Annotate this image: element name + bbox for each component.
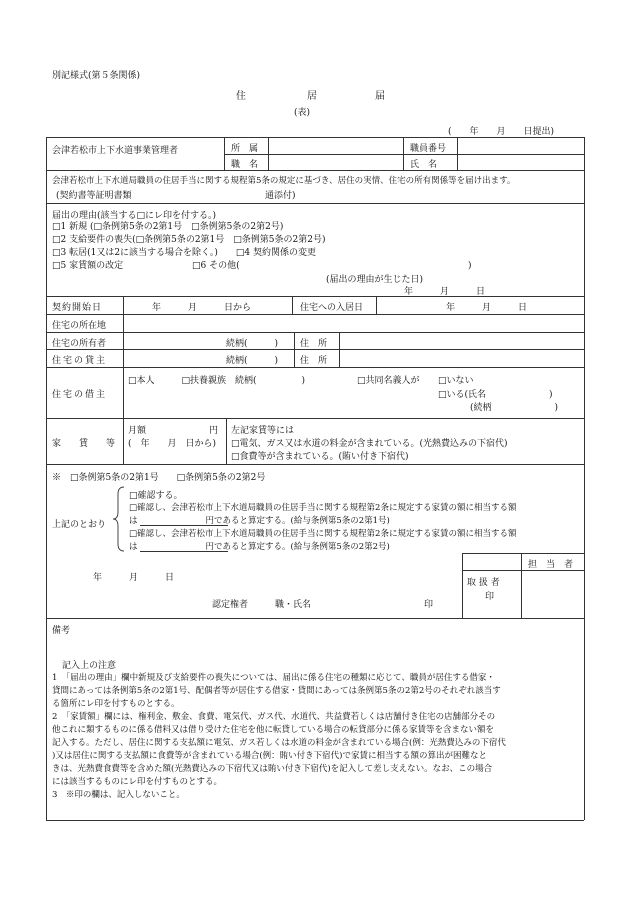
submit-date: ( 年 月 日提出) bbox=[448, 127, 555, 137]
co-named-relation: (続柄 ) bbox=[470, 403, 559, 413]
note-line: 貸間にあっては条例第5条の2第1号、配偶者等が居住する借家・貸間にあっては条例第5条の2第2号のそれぞれ該当す bbox=[52, 686, 501, 696]
lessor-label: 住宅の貸主 bbox=[52, 356, 108, 366]
rule bbox=[46, 464, 584, 465]
rule bbox=[46, 332, 584, 333]
rule bbox=[46, 137, 584, 138]
rent-note-meals[interactable]: □食費等が含まれている。(賄い付き下宿代) bbox=[231, 452, 409, 462]
rent-monthly[interactable]: 月額 円 bbox=[128, 426, 219, 436]
confirm-option-3-amount: は 円であると算定する。(給与条例第5条の2第2号) bbox=[129, 542, 390, 552]
rule bbox=[46, 618, 584, 619]
amount-underline bbox=[140, 525, 228, 526]
rule bbox=[46, 367, 584, 368]
notes-title: 記入上の注意 bbox=[62, 661, 117, 671]
note-line: 他これに類するものに係る借料又は借り受けた住宅を他に転貸している場合の転貸部分に係る家賃等を含まない額を bbox=[52, 725, 495, 735]
rent-note-title: 左記家賃等には bbox=[231, 426, 295, 436]
owner-relation[interactable]: 続柄( ) bbox=[226, 339, 279, 349]
rule bbox=[339, 332, 340, 367]
rule bbox=[46, 349, 584, 350]
move-in-value[interactable]: 年 月 日 bbox=[446, 303, 528, 313]
note-line: 記入する。ただし、居住に関する支払額に電気、ガス若しくは水道の料金が含まれている場合(例：光熱費込みの下宿代 bbox=[52, 738, 506, 748]
handler-label: 取 扱 者 bbox=[467, 578, 500, 588]
confirm-label: 上記のとおり bbox=[52, 520, 107, 530]
rule bbox=[457, 137, 458, 170]
rule bbox=[584, 137, 585, 820]
rule bbox=[46, 137, 47, 820]
rule bbox=[376, 296, 377, 314]
reason-option[interactable]: □1 新規 (□条例第5条の2第1号 □条例第5条の2第2号) bbox=[52, 222, 284, 232]
rule bbox=[123, 296, 124, 464]
rule bbox=[292, 296, 293, 314]
occurred-label: (届出の理由が生じた日) bbox=[326, 275, 424, 285]
location-label: 住宅の所在地 bbox=[52, 321, 107, 331]
form-reference: 別記様式(第５条関係) bbox=[52, 71, 141, 81]
name-label: 氏 名 bbox=[410, 160, 438, 170]
rule bbox=[521, 553, 522, 618]
staff-number-label: 職員番号 bbox=[410, 144, 447, 154]
rule bbox=[224, 137, 225, 170]
note-line: る箇所にレ印を付すものとする。 bbox=[52, 699, 180, 709]
title-char-2: 居 bbox=[307, 91, 317, 102]
certifier-seal: 印 bbox=[424, 600, 434, 610]
side-label: (表) bbox=[294, 108, 311, 118]
remarks-label: 備考 bbox=[52, 626, 71, 636]
contract-start-label: 契約開始日 bbox=[52, 303, 103, 313]
rule bbox=[224, 154, 584, 155]
rent-period[interactable]: ( 年 月 日から) bbox=[128, 439, 217, 449]
reason-option[interactable]: □2 支給要件の喪失(□条例第5条の2第1号 □条例第5条の2第2号) bbox=[52, 235, 326, 245]
title-char-1: 住 bbox=[236, 91, 246, 102]
owner-address-label: 住 所 bbox=[300, 339, 328, 349]
note-line: には該当するものにレ印を付すものとする。 bbox=[52, 777, 223, 787]
recipient: 会津若松市上下水道事業管理者 bbox=[52, 146, 179, 156]
borrower-options[interactable]: □本人 □扶養親族 続柄( ) bbox=[128, 376, 306, 386]
borrower-label: 住宅の借主 bbox=[52, 390, 108, 400]
note-line: 2 「家賃額」欄には、権利金、敷金、食費、電気代、ガス代、水道代、共益費若しくは店舗付き住宅の店舗部分その bbox=[52, 712, 496, 722]
certify-date: 年 月 日 bbox=[93, 573, 175, 583]
brace-icon bbox=[112, 486, 126, 552]
attachment-label: (契約書等証明書類 bbox=[56, 191, 132, 201]
reason-option[interactable]: □3 転居(1又は2に該当する場合を除く。) □4 契約関係の変更 bbox=[52, 248, 316, 258]
note-line: )又は居住に関する支払額に食費等が含まれている場合(例：賄い付き下宿代)で家賃に相当する額の算出が困難なと bbox=[52, 751, 487, 761]
co-named-none[interactable]: □いない bbox=[438, 376, 474, 386]
dept-label: 所 属 bbox=[231, 144, 259, 154]
reason-option[interactable]: □5 家賃額の改定 bbox=[52, 261, 124, 271]
rule bbox=[46, 314, 584, 315]
confirm-option-2[interactable]: □確認し、会津若松市上下水道局職員の住居手当に関する規程第2条に規定する家賃の額に相当する額 bbox=[129, 503, 517, 513]
note-line: きは、光熱費食費等を含めた額(光熱費込みの下宿代又は賄い付き下宿代)を記入して差し支えない。なお、この場合 bbox=[52, 764, 493, 774]
rule bbox=[403, 137, 404, 170]
note-line: 3 ※印の欄は、記入しないこと。 bbox=[52, 790, 185, 800]
lessor-relation[interactable]: 続柄( ) bbox=[226, 356, 279, 366]
title-char-3: 届 bbox=[375, 91, 385, 102]
rule bbox=[46, 296, 584, 297]
confirm-option-1[interactable]: □確認する。 bbox=[129, 491, 183, 501]
co-named-label[interactable]: □共同名義人が bbox=[357, 376, 420, 386]
person-in-charge-label: 担 当 者 bbox=[528, 560, 574, 570]
declaration-text: 会津若松市上下水道局職員の住居手当に関する規程第5条の規定に基づき、居住の実情、住宅の所有関係等を届け出ます。 bbox=[52, 176, 516, 186]
rule bbox=[226, 418, 227, 464]
amount-underline bbox=[140, 551, 228, 552]
rule bbox=[268, 137, 269, 170]
rule bbox=[462, 553, 584, 554]
reason-other-close: ) bbox=[468, 261, 472, 271]
rule bbox=[46, 418, 584, 419]
move-in-label: 住宅への入居日 bbox=[300, 303, 364, 313]
reason-other[interactable]: □6 その他( bbox=[192, 261, 240, 271]
office-heading: ※ □条例第5条の2第1号 □条例第5条の2第2号 bbox=[52, 473, 266, 483]
note-line: 1 「届出の理由」欄中新規及び支給要件の喪失については、届出に係る住宅の種類に応じて、職員が居住する借家・ bbox=[52, 673, 495, 683]
rent-label: 家 賃 等 bbox=[52, 439, 116, 449]
rule bbox=[462, 553, 463, 618]
confirm-option-3[interactable]: □確認し、会津若松市上下水道局職員の住居手当に関する規程第2条に規定する家賃の額に相当する額 bbox=[129, 529, 517, 539]
rule bbox=[46, 203, 584, 204]
attachment-suffix: 通添付) bbox=[265, 191, 296, 201]
contract-start-value[interactable]: 年 月 日から bbox=[152, 303, 252, 313]
reason-title: 届出の理由(該当する□にレ印を付する。) bbox=[52, 211, 217, 221]
handler-seal: 印 bbox=[485, 592, 495, 602]
rent-note-utilities[interactable]: □電気、ガス又は水道の料金が含まれている。(光熱費込みの下宿代) bbox=[231, 439, 508, 449]
owner-label: 住宅の所有者 bbox=[52, 339, 107, 349]
lessor-address-label: 住 所 bbox=[300, 356, 328, 366]
rule bbox=[294, 332, 295, 367]
rule bbox=[46, 170, 584, 171]
rule bbox=[46, 820, 584, 821]
co-named-exists[interactable]: □いる(氏名 ) bbox=[438, 390, 553, 400]
occurred-date: 年 月 日 bbox=[404, 287, 486, 297]
certifier-label: 認定権者 職・氏名 bbox=[212, 600, 312, 610]
confirm-option-2-amount: は 円であると算定する。(給与条例第5条の2第1号) bbox=[129, 516, 390, 526]
position-label: 職 名 bbox=[231, 160, 259, 170]
rule bbox=[462, 570, 584, 571]
